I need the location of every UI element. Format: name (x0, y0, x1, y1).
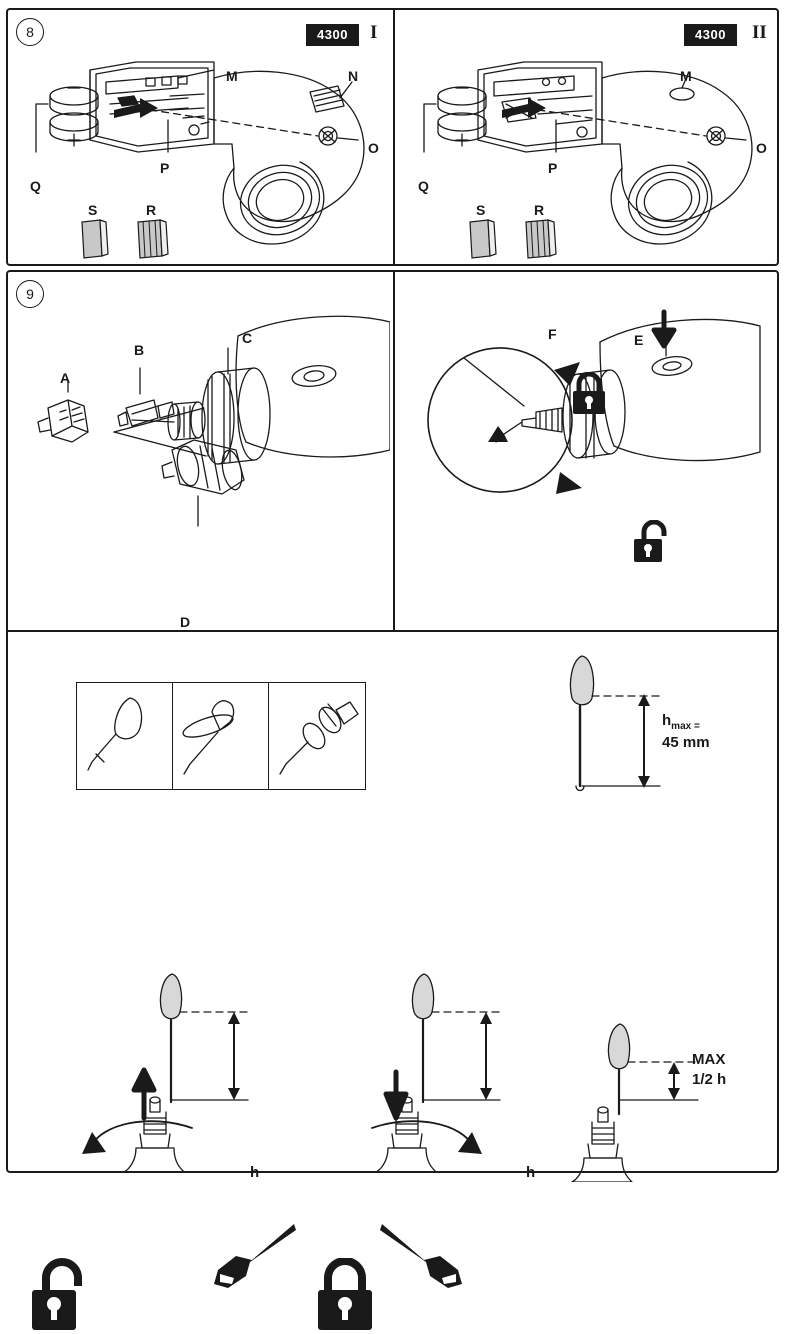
panel-9-divider-vertical (393, 272, 395, 630)
padlock-open-icon (634, 520, 674, 564)
label-D: D (180, 614, 191, 630)
max-label-line2: 1/2 h (692, 1070, 727, 1088)
sanding-bands-variant-1 (76, 218, 196, 260)
hmax-value: 45 mm (662, 733, 710, 751)
max-label-line1: MAX (692, 1051, 726, 1068)
model-tag-4300-variant-1: 4300 (306, 24, 359, 46)
model-tag-4300-variant-2: 4300 (684, 24, 737, 46)
padlock-closed-icon (570, 372, 608, 416)
label-B: B (134, 342, 145, 358)
h-callout-right: h (526, 1164, 536, 1181)
panel-9 (6, 270, 779, 1181)
wrench-icon-right (378, 1220, 470, 1302)
hmax-callout (662, 712, 710, 752)
step-number-9: 9 (16, 280, 44, 308)
label-A: A (60, 370, 71, 386)
panel-8-divider (393, 10, 395, 264)
label-R-variant-2: R (534, 202, 545, 218)
panel-9-divider-horizontal (8, 630, 777, 632)
wrench-icon-left (206, 1220, 298, 1302)
collet-assembly-diagram (22, 300, 390, 624)
hmax-bit-illustration (548, 650, 668, 810)
max-callout (692, 1050, 726, 1089)
step-number-8: 8 (16, 18, 44, 46)
label-N-variant-1: N (348, 68, 359, 84)
label-P-variant-2: P (548, 160, 558, 176)
collet-lock-diagram (404, 300, 772, 624)
label-M-variant-1: M (226, 68, 238, 84)
hmax-label: h (662, 712, 672, 729)
variant-roman-2: II (752, 22, 767, 43)
variant-roman-1: I (370, 22, 378, 43)
label-F: F (548, 326, 557, 342)
tool-exploded-view-variant-2 (406, 48, 781, 266)
h-callout-left: h (250, 1164, 260, 1181)
tool-exploded-view-variant-1 (18, 48, 393, 266)
label-P-variant-1: P (160, 160, 170, 176)
lock-scene (284, 972, 534, 1172)
panel-8 (6, 8, 779, 266)
label-C: C (242, 330, 253, 346)
label-E: E (634, 332, 644, 348)
unlock-scene (32, 972, 282, 1172)
label-S-variant-2: S (476, 202, 486, 218)
label-Q-variant-2: Q (418, 178, 429, 194)
label-O-variant-1: O (368, 140, 379, 156)
label-R-variant-1: R (146, 202, 157, 218)
label-M-variant-2: M (680, 68, 692, 84)
label-S-variant-1: S (88, 202, 98, 218)
label-O-variant-2: O (756, 140, 767, 156)
sanding-bands-variant-2 (464, 218, 584, 260)
label-Q-variant-1: Q (30, 178, 41, 194)
accessory-bit-illustrations (78, 684, 366, 788)
padlock-closed-icon-bottom (314, 1258, 378, 1334)
max-half-h-scene (548, 1022, 768, 1182)
padlock-open-icon-bottom (30, 1258, 94, 1334)
hmax-sub: max = (671, 721, 700, 732)
